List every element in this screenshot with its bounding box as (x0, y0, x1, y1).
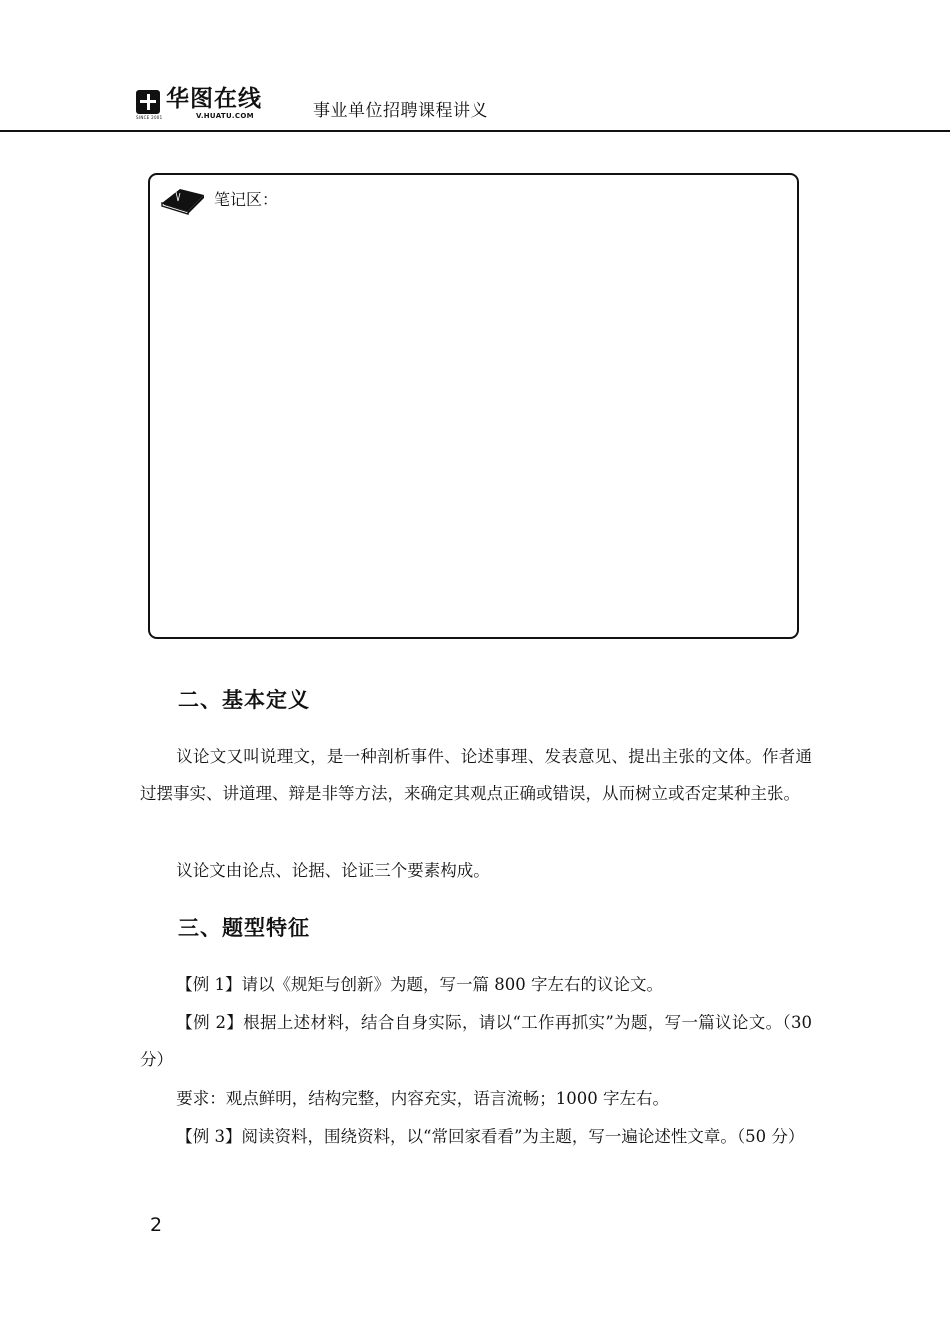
example-3: 【例 3】阅读资料，围绕资料，以“常回家看看”为主题，写一遍论述性文章。（50 分） (176, 1127, 805, 1146)
section-heading-features: 三、题型特征 (178, 916, 310, 940)
header-title: 事业单位招聘课程讲义 (313, 101, 488, 121)
section-heading-definition: 二、基本定义 (178, 688, 310, 712)
example-1: 【例 1】请以《规矩与创新》为题，写一篇 800 字左右的议论文。 (176, 975, 664, 994)
huatu-logo (136, 86, 276, 122)
logo-name: 华图在线 (166, 86, 262, 112)
logo-since: SINCE 2001 (136, 115, 163, 120)
logo-url: V.HUATU.COM (196, 112, 254, 120)
huatu-logo-icon (136, 90, 160, 114)
example-2-requirements: 要求：观点鲜明，结构完整，内容充实，语言流畅；1000 字左右。 (176, 1089, 670, 1108)
example-2: 【例 2】根据上述材料，结合自身实际，请以“工作再抓实”为题，写一篇议论文。（30 分） (140, 1013, 812, 1069)
notes-label: 笔记区： (214, 190, 279, 209)
page-header (0, 0, 950, 133)
notebook-icon (158, 185, 208, 215)
notes-area[interactable] (148, 173, 799, 639)
header-divider (0, 130, 950, 132)
definition-paragraph-1: 议论文又叫说理文，是一种剖析事件、论述事理、发表意见、提出主张的文体。作者通过摆事实、讲道理、辩是非等方法，来确定其观点正确或错误，从而树立或否定某种主张。 (140, 747, 812, 803)
page-number: 2 (150, 1214, 163, 1236)
definition-paragraph-2: 议论文由论点、论据、论证三个要素构成。 (176, 861, 490, 880)
